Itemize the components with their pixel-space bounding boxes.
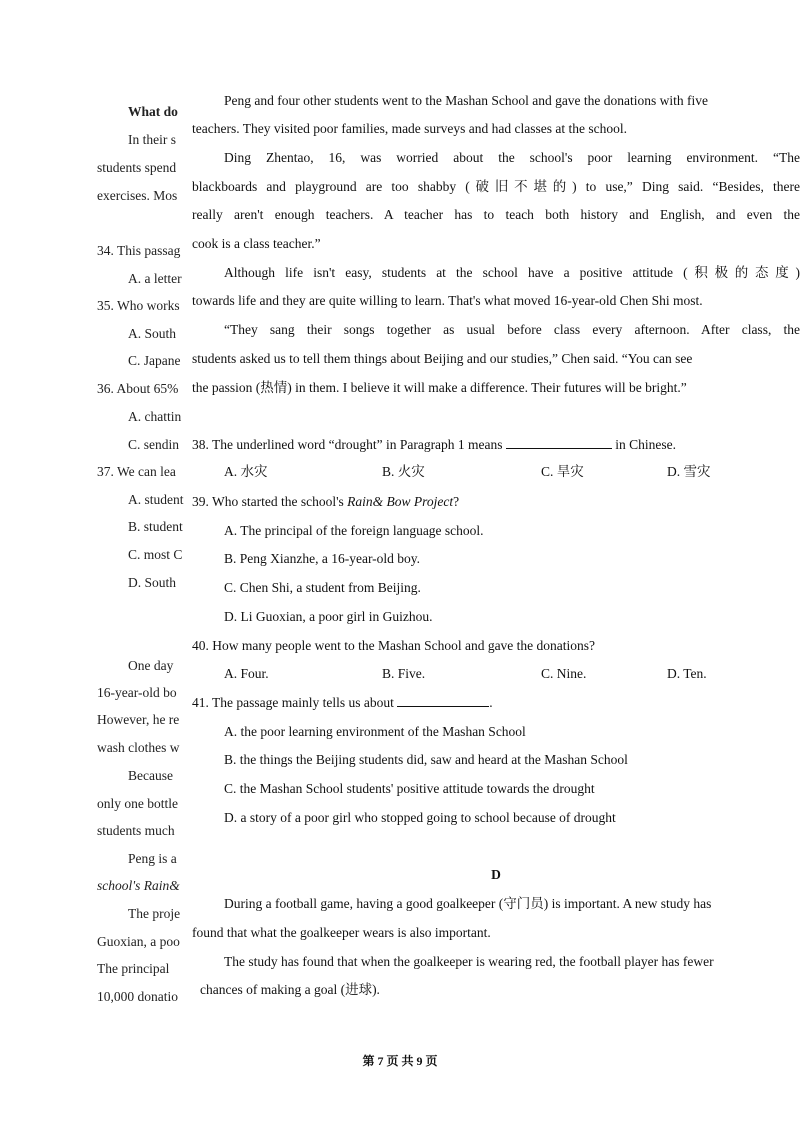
question-stem: 40. How many people went to the Mashan School and gave the donations? [192,638,800,654]
passage-line: towards life and they are quite willing to learn. That's what moved 16-year-old Chen Shi most. [192,293,800,309]
bg-option-fragment: A. student [128,492,184,507]
option-b: B. Five. [382,666,426,681]
spacer [192,834,800,864]
option-b: B. 火灾 [382,464,425,479]
question-stem-text: 38. The underlined word “drought” in Paragraph 1 means [192,437,503,452]
bg-text-fragment: One day [128,658,174,673]
option-d: D. Ten. [667,666,707,681]
passage-line: the passion (热情) in them. I believe it will make a difference. Their futures will be bright.” [192,380,800,396]
passage-line: found that what the goalkeeper wears is also important. [192,925,800,941]
bg-question-fragment: 35. Who works [97,298,180,313]
bg-question-fragment: 34. This passag [97,243,181,258]
passage-line: really aren't enough teachers. A teacher has to teach both history and English, and even the [192,207,800,222]
options-row [192,666,800,684]
question-stem [192,695,800,711]
passage-line: “They sang their songs together as usual before class every afternoon. After class, the [192,322,800,338]
bg-text-fragment: school's Rain& [97,878,180,893]
section-heading-text: D [491,867,501,882]
bg-text-fragment: only one bottle [97,796,178,811]
option-a: A. 水灾 [224,464,268,479]
option-d: D. Li Guoxian, a poor girl in Guizhou. [192,609,800,625]
bg-text-fragment: 10,000 donatio [97,989,178,1004]
passage-line: students asked us to tell them things about Beijing and our studies,” Chen said. “You can see [192,351,800,367]
option-b: B. Peng Xianzhe, a 16-year-old boy. [192,551,800,567]
passage-line: Ding Zhentao, 16, was worried about the school's poor learning environment. “The [192,150,800,166]
bg-option-fragment: C. most C [128,547,183,562]
bg-text-fragment: Guoxian, a poo [97,934,180,949]
answer-blank [506,437,612,449]
option-c: C. 旱灾 [541,464,584,479]
bg-option-fragment: A. chattin [128,409,182,424]
bg-text-fragment: Peng is a [128,851,177,866]
bg-option-fragment: C. sendin [128,437,180,452]
project-name: Rain& Bow Project [347,494,454,509]
question-mark: ? [453,494,460,509]
option-a: A. Four. [224,666,269,681]
bg-option-fragment: B. student [128,519,183,534]
passage-line: During a football game, having a good goalkeeper (守门员) is important. A new study has [192,896,800,912]
section-heading [192,867,800,883]
passage-line: cook is a class teacher.” [192,236,800,252]
bg-question-fragment: 37. We can lea [97,464,176,479]
passage-line: teachers. They visited poor families, made surveys and had classes at the school. [192,121,800,137]
bg-option-fragment: D. South [128,575,177,590]
option-b: B. the things the Beijing students did, saw and heard at the Mashan School [192,752,800,768]
bg-heading-fragment: What do [128,104,178,119]
bg-text-fragment: Because [128,768,173,783]
passage-line: Peng and four other students went to the Mashan School and gave the donations with five [192,93,800,109]
bg-text-fragment: However, he re [97,712,180,727]
question-stem [192,494,800,510]
bg-option-fragment: A. South [128,326,177,341]
bg-text-fragment: exercises. Mos [97,188,178,203]
page-number: 第 7 页 共 9 页 [362,1054,438,1068]
passage-line: Although life isn't easy, students at the school have a positive attitude (积极的态度) [192,265,800,281]
option-a: A. the poor learning environment of the Mashan School [192,724,800,740]
option-d: D. 雪灾 [667,464,711,479]
question-stem-text: in Chinese. [615,437,677,452]
option-c: C. Nine. [541,666,587,681]
bg-option-fragment: C. Japane [128,353,181,368]
bg-question-fragment: 36. About 65% [97,381,179,396]
option-d: D. a story of a poor girl who stopped going to school because of drought [192,810,800,826]
option-c: C. Chen Shi, a student from Beijing. [192,580,800,596]
bg-text-fragment: 16-year-old bo [97,685,177,700]
bg-text-fragment: In their s [128,132,176,147]
bg-text-fragment: The proje [128,906,181,921]
question-stem-text: 39. Who started the school's [192,494,348,509]
options-row [192,464,800,482]
question-stem-end: . [489,695,493,710]
question-stem [192,437,800,453]
option-a: A. The principal of the foreign language school. [192,523,800,539]
passage-line: blackboards and playground are too shabby (破旧不堪的) to use,” Ding said. “Besides, there [192,179,800,194]
passage-line: The study has found that when the goalkeeper is wearing red, the football player has fewer [192,954,800,970]
bg-text-fragment: students much [97,823,175,838]
question-stem-text: 41. The passage mainly tells us about [192,695,394,710]
bg-text-fragment: wash clothes w [97,740,180,755]
passage-line: chances of making a goal (进球). [192,982,800,998]
answer-blank [397,695,489,707]
bg-text-fragment: The principal [97,961,170,976]
option-c: C. the Mashan School students' positive attitude towards the drought [192,781,800,797]
bg-text-fragment: students spend [97,160,177,175]
bg-option-fragment: A. a letter [128,271,182,286]
